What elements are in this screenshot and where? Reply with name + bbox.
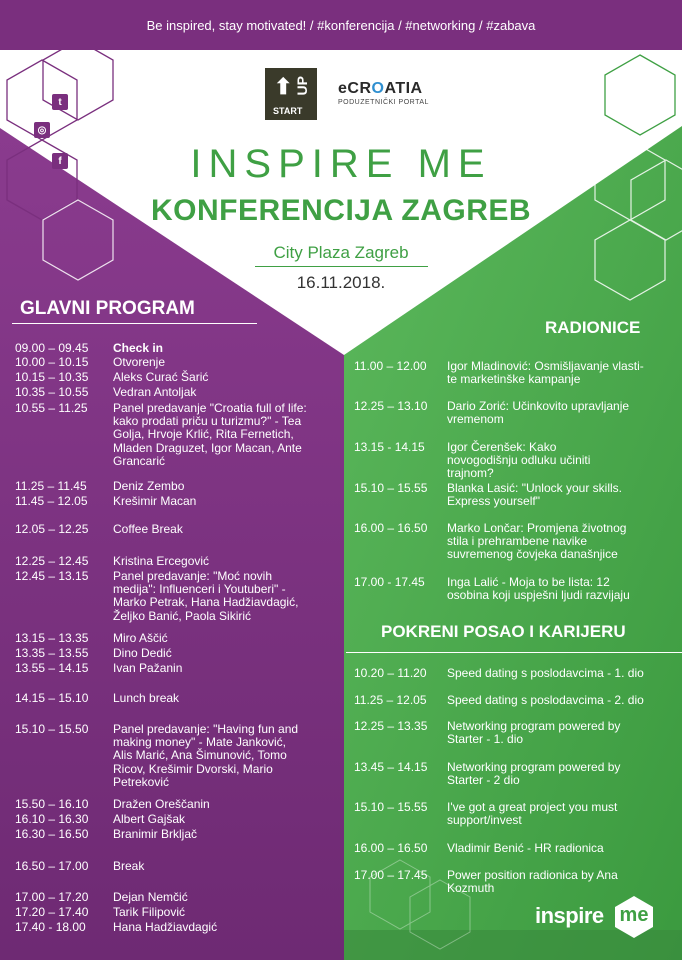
- schedule-description: Power position radionica by Ana Kozmuth: [447, 868, 618, 896]
- schedule-description: Lunch break: [113, 691, 180, 705]
- schedule-time: 10.35 – 10.55: [15, 385, 89, 399]
- schedule-time: 10.20 – 11.20: [354, 666, 427, 680]
- schedule-time: 13.15 – 13.35: [15, 631, 89, 645]
- schedule-time: 10.55 – 11.25: [15, 401, 88, 415]
- schedule-description: Dražen Oreščanin: [113, 797, 210, 811]
- schedule-time: 15.50 – 16.10: [15, 797, 89, 811]
- schedule-time: 12.25 – 13.10: [354, 399, 428, 413]
- schedule-description: Albert Gajšak: [113, 812, 186, 826]
- schedule-time: 10.00 – 10.15: [15, 355, 89, 369]
- schedule-description: Igor Mladinović: Osmišljavanje vlasti- te marketinške kampanje: [447, 359, 644, 387]
- schedule-time: 11.00 – 12.00: [354, 359, 427, 373]
- start-up-logo: [265, 68, 317, 120]
- schedule-description: Blanka Lasić: "Unlock your skills. Express yourself": [447, 481, 622, 509]
- schedule-description: Inga Lalić - Moja to be lista: 12 osobina koji uspješni ljudi razvijaju: [447, 575, 630, 603]
- arrow-up-icon: ⬆: [274, 74, 293, 99]
- schedule-time: 15.10 – 15.55: [354, 481, 428, 495]
- facebook-icon[interactable]: f: [52, 153, 68, 169]
- schedule-time: 13.15 - 14.15: [354, 440, 425, 454]
- schedule-description: Dino Dedić: [113, 646, 172, 660]
- schedule-time: 16.00 – 16.50: [354, 521, 428, 535]
- schedule-time: 14.15 – 15.10: [15, 691, 89, 705]
- schedule-description: Speed dating s poslodavcima - 2. dio: [447, 693, 644, 707]
- venue: City Plaza Zagreb: [273, 243, 409, 262]
- schedule-description: Check in: [113, 341, 164, 355]
- schedule-time: 11.25 – 12.05: [354, 693, 427, 707]
- schedule-description: Dario Zorić: Učinkovito upravljanje vremenom: [447, 399, 630, 427]
- schedule-time: 17.00 – 17.45: [354, 868, 428, 882]
- schedule-description: Speed dating s poslodavcima - 1. dio: [447, 666, 644, 680]
- schedule-description: Vedran Antoljak: [113, 385, 197, 399]
- schedule-description: Ivan Pažanin: [113, 661, 183, 675]
- schedule-description: Deniz Zembo: [113, 479, 185, 493]
- schedule-time: 16.50 – 17.00: [15, 859, 89, 873]
- schedule-description: Break: [113, 859, 145, 873]
- schedule-time: 13.45 – 14.15: [354, 760, 428, 774]
- instagram-icon[interactable]: ◎: [34, 122, 50, 138]
- schedule-description: Branimir Brkljač: [113, 827, 198, 841]
- schedule-description: Networking program powered by Starter - 1. dio: [447, 719, 621, 747]
- schedule-description: Otvorenje: [113, 355, 166, 369]
- page-subtitle: KONFERENCIJA ZAGREB: [150, 194, 532, 227]
- schedule-description: Tarik Filipović: [113, 905, 186, 919]
- workshops-heading: RADIONICE: [545, 318, 641, 337]
- brand-inspire: inspire: [535, 903, 604, 928]
- schedule-description: Hana Hadžiavdagić: [113, 920, 218, 934]
- schedule-time: 15.10 – 15.55: [354, 800, 428, 814]
- schedule-description: Miro Aščić: [113, 631, 168, 645]
- twitter-icon[interactable]: t: [52, 94, 68, 110]
- schedule-time: 16.10 – 16.30: [15, 812, 89, 826]
- start-up-logo-start: START: [273, 106, 303, 116]
- divider: [12, 323, 257, 324]
- top-banner: Be inspired, stay motivated! / #konferencija / #networking / #zabava: [0, 0, 682, 50]
- divider: [346, 652, 682, 653]
- main-program-heading: GLAVNI PROGRAM: [20, 298, 195, 319]
- schedule-description: Panel predavanje "Croatia full of life: kako prodati priču u turizmu?" - Tea Golja, Hrvoje Krlić, Rita Fernetich, Mladen Draguzet, Igor Macan, Ante Grancarić: [113, 401, 307, 468]
- schedule-description: Igor Čerenšek: Kako novogodišnju odluku učiniti trajnom?: [447, 440, 591, 481]
- schedule-description: Vladimir Benić - HR radionica: [447, 841, 604, 855]
- schedule-description: Networking program powered by Starter - 2 dio: [447, 760, 621, 788]
- schedule-time: 13.55 – 14.15: [15, 661, 89, 675]
- schedule-time: 10.15 – 10.35: [15, 370, 89, 384]
- schedule-time: 17.00 – 17.20: [15, 890, 89, 904]
- ecroatia-logo-name: eCROATIA: [338, 80, 423, 97]
- schedule-time: 15.10 – 15.50: [15, 722, 89, 736]
- schedule-description: Aleks Curać Šarić: [113, 370, 209, 384]
- event-date: 16.11.2018.: [296, 273, 386, 292]
- schedule-time: 09.00 – 09.45: [15, 341, 89, 355]
- brand-me: me: [619, 904, 649, 926]
- schedule-description: Panel predavanje: "Having fun and making money" - Mate Janković, Alis Marić, Ana Šimunović, Tomo Ricov, Krešimir Dvorski, Mario Petreković: [113, 722, 299, 789]
- schedule-time: 12.05 – 12.25: [15, 522, 89, 536]
- start-up-logo-up: UP: [294, 76, 310, 96]
- page-title: INSPIRE ME: [190, 142, 492, 186]
- schedule-description: Kristina Ercegović: [113, 554, 210, 568]
- inspire-me-logo: [535, 903, 604, 929]
- schedule-time: 17.00 - 17.45: [354, 575, 425, 589]
- schedule-description: Panel predavanje: "Moć novih medija": Influenceri i Youtuberi" - Marko Petrak, Hana Hadžiavdagić, Željko Banić, Paola Sikirić: [113, 569, 299, 623]
- schedule-description: I've got a great project you must support/invest: [447, 800, 618, 828]
- schedule-time: 17.20 – 17.40: [15, 905, 89, 919]
- schedule-time: 17.40 - 18.00: [15, 920, 86, 934]
- schedule-time: 11.45 – 12.05: [15, 494, 88, 508]
- schedule-time: 11.25 – 11.45: [15, 479, 87, 493]
- schedule-description: Coffee Break: [113, 522, 183, 536]
- divider: [255, 266, 428, 267]
- ecroatia-logo: [338, 80, 429, 106]
- career-heading: POKRENI POSAO I KARIJERU: [381, 622, 626, 641]
- schedule-time: 13.35 – 13.55: [15, 646, 89, 660]
- schedule-description: Krešimir Macan: [113, 494, 197, 508]
- schedule-description: Dejan Nemčić: [113, 890, 188, 904]
- ecroatia-logo-subtitle: PODUZETNIČKI PORTAL: [338, 99, 429, 106]
- schedule-time: 16.00 – 16.50: [354, 841, 428, 855]
- schedule-description: Marko Lončar: Promjena životnog stila i prehrambene navike suvremenog čovjeka današnjice: [447, 521, 627, 562]
- schedule-time: 16.30 – 16.50: [15, 827, 89, 841]
- schedule-time: 12.45 – 13.15: [15, 569, 89, 583]
- schedule-time: 12.25 – 12.45: [15, 554, 89, 568]
- schedule-time: 12.25 – 13.35: [354, 719, 428, 733]
